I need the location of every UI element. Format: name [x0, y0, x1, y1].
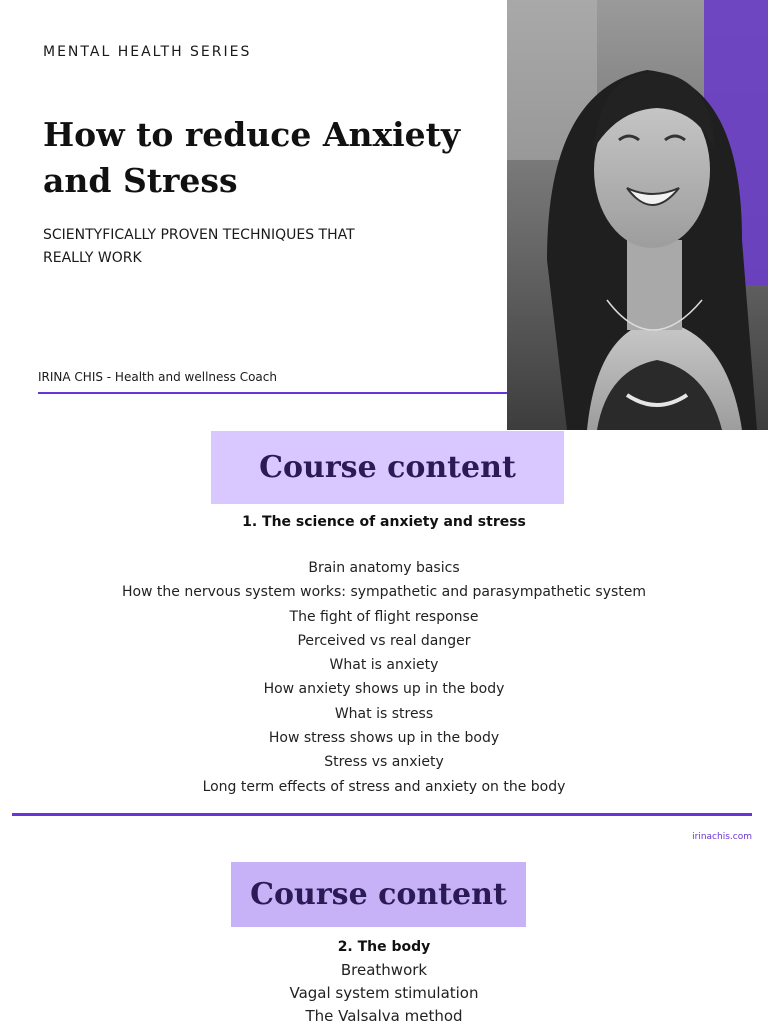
list-item: How the nervous system works: sympathetic and parasympathetic system — [121, 584, 647, 601]
title-line-2: and Stress — [43, 161, 238, 200]
title-line-1: How to reduce Anxiety — [43, 115, 461, 154]
website-link[interactable]: irinachis.com — [692, 832, 752, 842]
module-title-2: 2. The body — [337, 939, 431, 955]
module-1-topic-list — [0, 556, 768, 799]
list-item: Stress vs anxiety — [324, 754, 444, 771]
series-label: MENTAL HEALTH SERIES — [43, 44, 252, 60]
course-content-banner-1 — [211, 431, 564, 504]
author-divider — [38, 392, 507, 394]
subtitle-line-1: SCIENTYFICALLY PROVEN TECHNIQUES THAT — [43, 227, 355, 243]
smiling-woman-photo — [507, 0, 768, 430]
list-item: Long term effects of stress and anxiety on the body — [202, 778, 566, 795]
list-item: How anxiety shows up in the body — [263, 681, 505, 698]
list-item: What is anxiety — [329, 657, 439, 674]
module-2-topic-list — [0, 959, 768, 1028]
author-credit: IRINA CHIS - Health and wellness Coach — [38, 370, 277, 384]
list-item: Perceived vs real danger — [297, 632, 471, 649]
page-title — [43, 112, 483, 204]
list-item: The fight of flight response — [289, 608, 479, 625]
list-item: What is stress — [334, 705, 434, 722]
photo-illustration — [507, 0, 768, 430]
list-item: Brain anatomy basics — [308, 560, 460, 576]
subtitle-line-2: REALLY WORK — [43, 250, 142, 266]
list-item: Breathwork — [340, 961, 428, 979]
course-content-heading-2: Course content — [250, 877, 507, 912]
page-divider — [12, 813, 752, 816]
list-item: Vagal system stimulation — [289, 984, 479, 1002]
subtitle — [43, 224, 443, 270]
list-item: The Valsalva method — [305, 1007, 463, 1025]
course-content-heading-1: Course content — [259, 450, 516, 485]
list-item: How stress shows up in the body — [268, 730, 500, 747]
module-title-1: 1. The science of anxiety and stress — [242, 514, 526, 530]
course-content-banner-2 — [231, 862, 526, 927]
